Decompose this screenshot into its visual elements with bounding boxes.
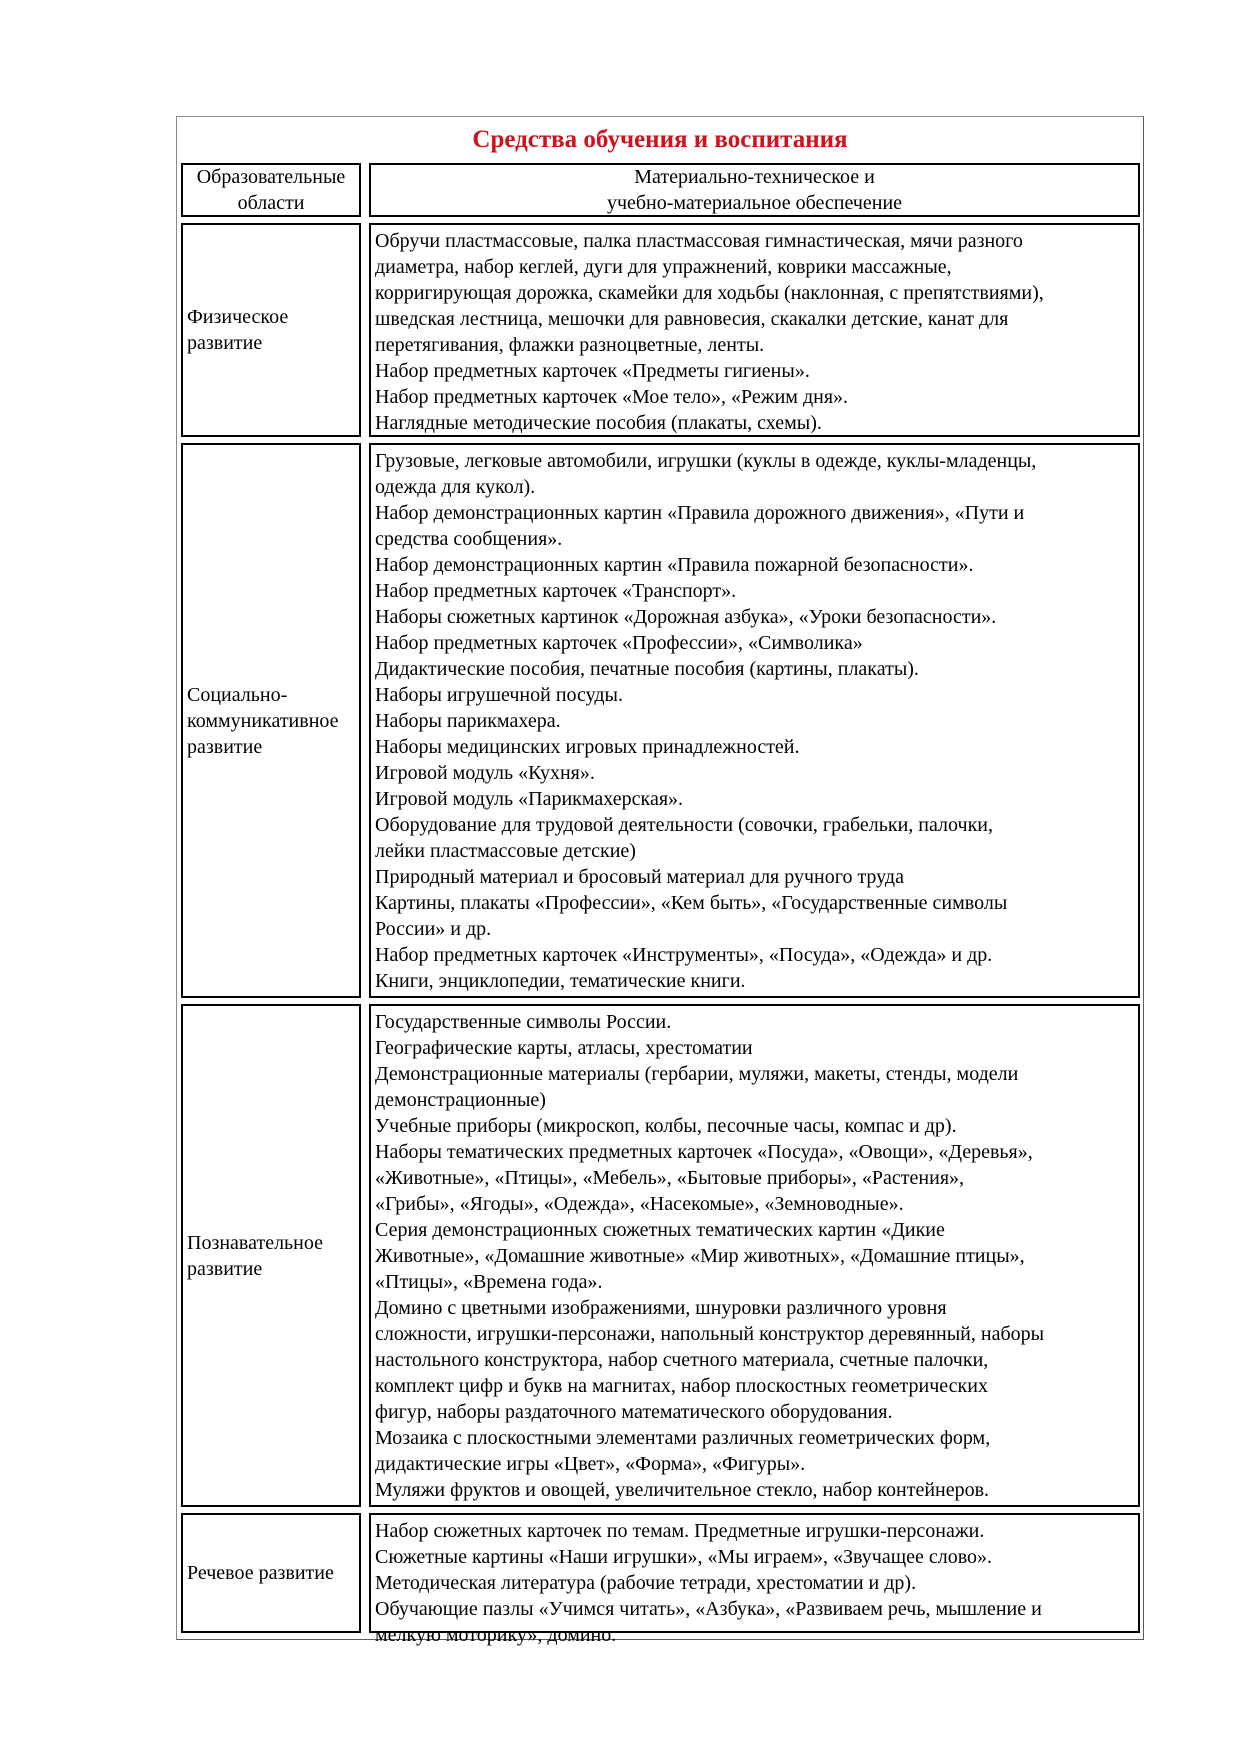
material-line: Наборы парикмахера. <box>375 710 561 732</box>
material-line: Наглядные методические пособия (плакаты, схемы). <box>375 412 822 434</box>
area-label-line: Физическое <box>187 306 289 328</box>
page-title: Средства обучения и воспитания <box>472 126 848 153</box>
area-cell-social <box>181 443 361 998</box>
material-line: Набор предметных карточек «Профессии», «Символика» <box>375 632 863 654</box>
material-line: Игровой модуль «Кухня». <box>375 762 595 784</box>
header-areas <box>181 163 361 217</box>
material-line: Учебные приборы (микроскоп, колбы, песочные часы, компас и др). <box>375 1115 957 1137</box>
material-line: Государственные символы России. <box>375 1011 672 1033</box>
material-line: Набор предметных карточек «Предметы гигиены». <box>375 360 810 382</box>
material-line: сложности, игрушки-персонажи, напольный конструктор деревянный, наборы <box>375 1323 1045 1345</box>
table-frame <box>176 116 1144 1646</box>
material-line: Демонстрационные материалы (гербарии, муляжи, макеты, стенды, модели <box>375 1063 1019 1085</box>
material-line: Набор предметных карточек «Транспорт». <box>375 580 737 602</box>
material-line: «Животные», «Птицы», «Мебель», «Бытовые приборы», «Растения», <box>375 1167 965 1189</box>
material-line: Муляжи фруктов и овощей, увеличительное стекло, набор контейнеров. <box>375 1479 990 1501</box>
material-line: Домино с цветными изображениями, шнуровки различного уровня <box>375 1297 947 1319</box>
header-materials-line2: учебно-материальное обеспечение <box>606 192 903 214</box>
area-label-line: развитие <box>187 332 263 354</box>
material-line: Мозаика с плоскостными элементами различных геометрических форм, <box>375 1427 991 1449</box>
material-line: Набор демонстрационных картин «Правила дорожного движения», «Пути и <box>375 502 1025 524</box>
area-label-line: Познавательное <box>187 1231 324 1254</box>
materials-cell-social <box>369 443 1140 998</box>
material-line: Наборы медицинских игровых принадлежностей. <box>375 736 800 758</box>
header-materials <box>369 163 1140 217</box>
material-line: Набор сюжетных карточек по темам. Предметные игрушки-персонажи. <box>375 1520 985 1542</box>
material-line: Картины, плакаты «Профессии», «Кем быть», «Государственные символы <box>375 892 1008 914</box>
material-line: настольного конструктора, набор счетного материала, счетные палочки, <box>375 1349 989 1371</box>
material-line: Дидактические пособия, печатные пособия (картины, плакаты). <box>375 658 919 680</box>
material-line: «Грибы», «Ягоды», «Одежда», «Насекомые», «Земноводные». <box>375 1193 904 1215</box>
area-label-line: развитие <box>187 1257 263 1280</box>
material-line: диаметра, набор кеглей, дуги для упражнений, коврики массажные, <box>375 256 952 278</box>
area-label-line: Социально- <box>187 683 288 706</box>
material-line: Набор предметных карточек «Мое тело», «Режим дня». <box>375 386 849 408</box>
header-materials-line1: Материально-техническое и <box>634 166 875 188</box>
materials-cell-physical <box>369 223 1140 437</box>
area-cell-cognitive <box>181 1004 361 1507</box>
material-line: Сюжетные картины «Наши игрушки», «Мы играем», «Звучащее слово». <box>375 1546 993 1568</box>
material-line: Игровой модуль «Парикмахерская». <box>375 788 684 810</box>
material-line: корригирующая дорожка, скамейки для ходьбы (наклонная, с препятствиями), <box>375 282 1044 304</box>
material-line: одежда для кукол). <box>375 476 536 498</box>
material-line: Серия демонстрационных сюжетных тематических картин «Дикие <box>375 1219 945 1241</box>
material-line: Набор предметных карточек «Инструменты», «Посуда», «Одежда» и др. <box>375 944 993 966</box>
material-line: Наборы игрушечной посуды. <box>375 684 623 706</box>
material-line: дидактические игры «Цвет», «Форма», «Фигуры». <box>375 1453 806 1475</box>
material-line: Наборы тематических предметных карточек «Посуда», «Овощи», «Деревья», <box>375 1141 1033 1163</box>
material-line: шведская лестница, мешочки для равновесия, скакалки детские, канат для <box>375 308 1009 330</box>
material-line: Животные», «Домашние животные» «Мир животных», «Домашние птицы», <box>375 1245 1025 1267</box>
material-line: Обучающие пазлы «Учимся читать», «Азбука», «Развиваем речь, мышление и <box>375 1598 1042 1620</box>
materials-cell-cognitive <box>369 1004 1140 1507</box>
material-line: перетягивания, флажки разноцветные, ленты. <box>375 334 765 356</box>
materials-cell-speech <box>369 1513 1140 1646</box>
material-line: мелкую моторику», домино. <box>375 1624 617 1646</box>
material-line: «Птицы», «Времена года». <box>375 1271 603 1293</box>
area-label-line: Речевое развитие <box>187 1562 334 1584</box>
area-label-line: коммуникативное <box>187 709 339 732</box>
material-line: средства сообщения». <box>375 528 563 550</box>
area-cell-physical <box>181 223 361 437</box>
area-label-line: развитие <box>187 735 263 758</box>
material-line: Книги, энциклопедии, тематические книги. <box>375 970 746 992</box>
material-line: Оборудование для трудовой деятельности (совочки, грабельки, палочки, <box>375 814 993 836</box>
material-line: комплект цифр и букв на магнитах, набор плоскостных геометрических <box>375 1375 988 1397</box>
material-line: России» и др. <box>375 918 492 940</box>
material-line: Природный материал и бросовый материал для ручного труда <box>375 866 904 888</box>
area-cell-speech <box>181 1513 361 1633</box>
material-line: Обручи пластмассовые, палка пластмассовая гимнастическая, мячи разного <box>375 230 1023 252</box>
material-line: фигур, наборы раздаточного математического оборудования. <box>375 1401 893 1423</box>
material-line: Набор демонстрационных картин «Правила пожарной безопасности». <box>375 554 974 576</box>
material-line: демонстрационные) <box>375 1089 546 1111</box>
material-line: лейки пластмассовые детские) <box>375 840 636 862</box>
material-line: Наборы сюжетных картинок «Дорожная азбука», «Уроки безопасности». <box>375 606 997 628</box>
material-line: Грузовые, легковые автомобили, игрушки (куклы в одежде, куклы-младенцы, <box>375 450 1037 472</box>
header-areas-line1: Образовательные <box>196 166 346 188</box>
material-line: Географические карты, атласы, хрестоматии <box>375 1037 753 1059</box>
material-line: Методическая литература (рабочие тетради, хрестоматии и др). <box>375 1572 917 1594</box>
header-areas-line2: области <box>237 192 305 214</box>
